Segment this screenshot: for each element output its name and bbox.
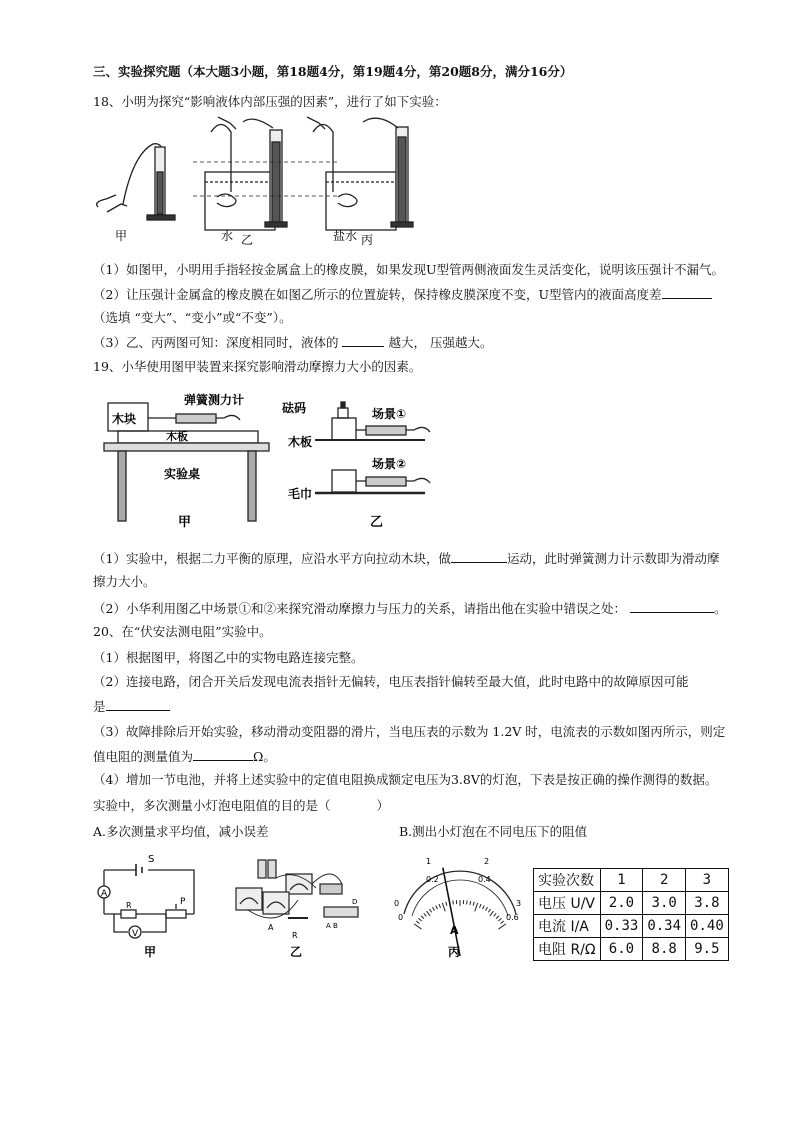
circuit-jia-label-s: S: [148, 854, 155, 865]
dial-tick: [467, 900, 468, 904]
fig18-label-yi: 乙: [241, 233, 254, 247]
dial-tick: [416, 921, 419, 923]
q19-part1-text-a: （1）实验中，根据二力平衡的原理，应沿水平方向拉动木块，做: [93, 551, 451, 566]
q20-part2: （2）连接电路，闭合开关后发现电流表指针无偏转，电压表指针偏转至最大值，此时电路中的故障原因可能: [93, 674, 689, 689]
fig18-label-yanshui: 盐水: [333, 229, 358, 243]
fig19-label-scene2: 场景②: [372, 457, 407, 471]
q18-part2-options: （选填 “变大”、“变小”或“不变”）。: [93, 310, 292, 325]
q20-stem: 20、在“伏安法测电阻”实验中。: [93, 624, 272, 639]
dial-top-tick-1: 1: [426, 857, 432, 866]
q19-part1: [93, 550, 719, 567]
q20-part1: （1）根据图甲，将图乙中的实物电路连接完整。: [93, 650, 364, 665]
dial-tick: [421, 916, 424, 919]
table-cell: 3.0: [643, 892, 686, 915]
dial-tick: [501, 921, 504, 923]
q19-stem: 19、小华使用图甲装置来探究影响滑动摩擦力大小的因素。: [93, 359, 422, 374]
dial-tick: [419, 918, 422, 921]
dial-tick: [439, 904, 440, 908]
fig19-label-zhuo: 实验桌: [164, 467, 201, 481]
dial-tick: [475, 903, 478, 912]
dial-tick: [483, 906, 485, 910]
fig19-label-fama: 砝码: [282, 401, 307, 415]
table-header-cell: 3: [686, 869, 729, 892]
q20-blank-1[interactable]: [106, 698, 170, 711]
dial-tick: [488, 909, 490, 912]
table-cell: 2.0: [600, 892, 643, 915]
dial-tick: [490, 911, 494, 916]
q20-circuit-yi: [228, 852, 368, 964]
q19-part2: [93, 600, 726, 617]
dial-tick: [494, 913, 497, 916]
q19-part1-cont: 擦力大小。: [93, 574, 156, 589]
q20-option-a: A.多次测量求平均值，减小误差: [93, 824, 269, 839]
circuit-yi-caption: 乙: [290, 945, 303, 959]
dial-tick: [424, 913, 427, 916]
dial-tick: [433, 907, 435, 910]
q18-part2-text: （2）让压强计金属盒的橡皮膜在如图乙所示的位置旋转，保持橡皮膜深度不变，U型管内的液面高度差: [93, 287, 662, 302]
table-header-cell: 2: [643, 869, 686, 892]
section-title: 三、实验探究题（本大题3小题，第18题4分，第19题4分，第20题8分，满分16分）: [93, 64, 573, 79]
table-header-row: [534, 869, 729, 892]
dial-tick: [436, 906, 438, 910]
q20-part4-close: ）: [376, 798, 390, 813]
q20-part4: （4）增加一节电池，并将上述实验中的定值电阻换成额定电压为3.8V的灯泡，下表是按正确的操作测得的数据。: [93, 772, 718, 787]
fig19-label-maojin: 毛巾: [288, 487, 313, 501]
dial-tick: [427, 911, 431, 916]
circuit-jia-label-p: P: [180, 897, 186, 907]
q20-option-b: B.测出小灯泡在不同电压下的阻值: [399, 824, 588, 839]
fig19-label-scene1: 场景①: [372, 407, 407, 421]
q18-part1: （1）如图甲，小明用手指轻按金属盒上的橡皮膜，如果发现U型管两侧液面发生灵活变化，说明该压强计不漏气。: [93, 262, 724, 277]
dial-tick: [414, 924, 421, 929]
dial-tick: [499, 924, 506, 929]
dial-bottom-tick-06: 0.6: [506, 913, 519, 922]
q18-blank-1[interactable]: [662, 286, 712, 299]
dial-bottom-tick-04: 0.4: [478, 875, 491, 884]
dial-bottom-tick-02: 0.2: [426, 875, 439, 884]
q20-part3-text-b: 值电阻的测量值为: [93, 749, 194, 764]
q18-blank-2[interactable]: [342, 334, 384, 347]
fig19-label-muban2: 木板: [288, 435, 313, 449]
q20-part3: （3）故障排除后开始实验，移动滑动变阻器的滑片，当电压表的示数为 1.2V 时，电流表的示数如图丙所示，则定: [93, 724, 726, 739]
q20-ammeter-bing: [388, 852, 528, 964]
table-cell: 电阻 R/Ω: [534, 938, 601, 961]
dial-top-tick-2: 2: [484, 857, 490, 866]
dial-tick: [498, 918, 501, 921]
table-cell: 0.33: [600, 915, 643, 938]
circuit-yi-label-ab: A B: [326, 922, 338, 930]
table-cell: 电压 U/V: [534, 892, 601, 915]
q20-part3-cont: [93, 748, 276, 765]
fig18-label-bing: 丙: [361, 233, 374, 247]
fig18-label-jia: 甲: [115, 229, 128, 243]
dial-tick: [446, 902, 447, 906]
dial-tick: [470, 901, 471, 905]
fig19-label-yi: 乙: [370, 515, 384, 530]
q20-part4-question: [93, 798, 389, 814]
table-cell: 8.8: [643, 938, 686, 961]
fig19-label-spring: 弹簧测力计: [184, 393, 245, 407]
table-cell: 0.34: [643, 915, 686, 938]
ammeter-caption: 丙: [448, 945, 461, 959]
q20-blank-2[interactable]: [193, 748, 253, 761]
table-row: [534, 938, 729, 961]
q20-part3-unit: Ω。: [253, 749, 276, 764]
q19-blank-1[interactable]: [451, 550, 507, 563]
dial-tick: [479, 904, 480, 908]
q19-blank-2[interactable]: [630, 600, 714, 613]
q20-part4-text-b: 实验中，多次测量小灯泡电阻值的目的是（: [93, 798, 331, 813]
table-header-cell: 1: [600, 869, 643, 892]
table-row: [534, 892, 729, 915]
fig19-label-jia: 甲: [178, 515, 192, 530]
q18-part3-text-b: 越大， 压强越大。: [388, 335, 493, 350]
q19-part1-text-b: 运动，此时弹簧测力计示数即为滑动摩: [506, 551, 720, 566]
circuit-jia-caption: 甲: [144, 945, 157, 959]
circuit-jia-label-a: A: [101, 889, 108, 899]
dial-bottom-tick-0: 0: [398, 913, 404, 922]
circuit-yi-label-a: A: [268, 923, 274, 932]
table-cell: 9.5: [686, 938, 729, 961]
fig19-label-muban: 木板: [166, 430, 188, 443]
dial-tick: [485, 907, 487, 910]
circuit-jia-label-v: V: [132, 929, 139, 939]
table-cell: 3.8: [686, 892, 729, 915]
table-cell: 6.0: [600, 938, 643, 961]
table-header-cell: 实验次数: [534, 869, 601, 892]
q18-part2: [93, 286, 712, 303]
table-cell: 0.40: [686, 915, 729, 938]
dial-unit-a: A: [450, 924, 459, 937]
circuit-yi-label-d: D: [352, 898, 358, 906]
dial-tick: [430, 909, 432, 912]
q18-stem: 18、小明为探究“影响液体内部压强的因素”，进行了如下实验：: [93, 94, 447, 109]
dial-tick: [453, 900, 454, 904]
fig18-label-shui: 水: [221, 229, 234, 243]
circuit-jia-label-r: R: [126, 901, 132, 910]
q20-circuit-jia: [96, 852, 206, 964]
q19-part2-text: （2）小华利用图乙中场景①和②来探究滑动摩擦力与压力的关系，请指出他在实验中错误之处：: [93, 601, 626, 616]
fig19-label-mukuai: 木块: [112, 412, 137, 426]
q20-data-table: [533, 868, 729, 961]
q18-figure: [93, 112, 423, 247]
q19-figure: [100, 388, 445, 533]
dial-tick: [473, 902, 474, 906]
dial-top-tick-0: 0: [394, 899, 400, 908]
dial-top-tick-3: 3: [516, 899, 522, 908]
table-cell: 电流 I/A: [534, 915, 601, 938]
dial-tick: [442, 903, 445, 912]
table-row: [534, 915, 729, 938]
circuit-yi-label-r: R: [292, 931, 298, 940]
dial-tick: [496, 916, 499, 919]
q20-part2-text-b: 是: [93, 699, 106, 714]
q18-part3-text-a: （3）乙、丙两图可知：深度相同时，液体的: [93, 335, 339, 350]
q20-part2-cont: [93, 698, 170, 715]
q18-part3: [93, 334, 492, 351]
q19-part2-end: 。: [713, 601, 727, 616]
